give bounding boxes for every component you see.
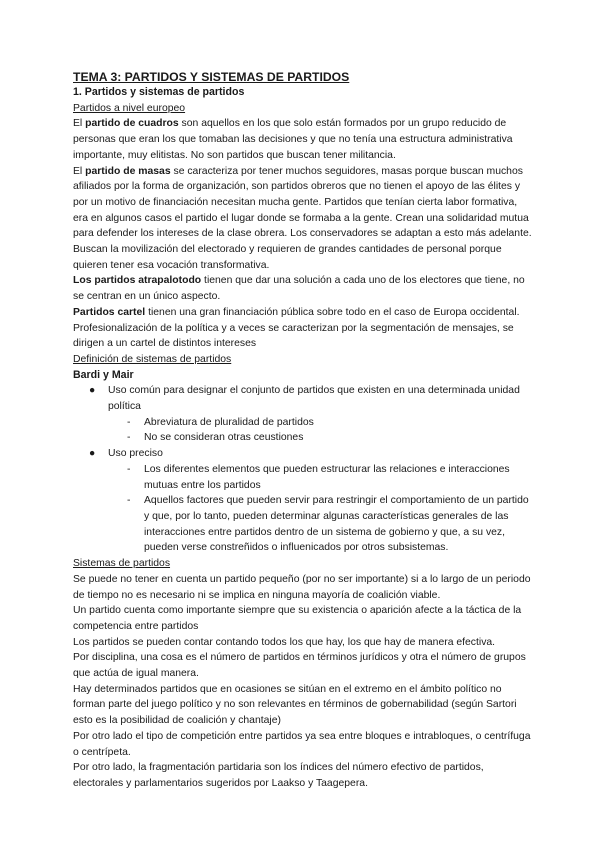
list-item: ● Uso preciso — [73, 446, 533, 462]
dash-icon: - — [127, 416, 131, 428]
paragraph-partido-masas: El partido de masas se caracteriza por tener muchos seguidores, masas porque buscan muchos afiliados por la forma de organización, son partidos obreros que no tienen el apoyo de las élites y por un motivo de financiación necesitan mucha gente. Partidos que tenían cierta labor formativa, era en algunos casos el partido el lugar donde se formaba a la gente. Crean una solidaridad mutua para defender los intereses de la clase obrera. Los conservadores se adaptan a esto más adelante. Buscan la movilización del electorado y requieren de grandes cantidades de personal porque quieren tener esa vocación transformativa. — [73, 165, 532, 271]
paragraph: Se puede no tener en cuenta un partido pequeño (por no ser importante) si a lo largo de un periodo de tiempo no es necesario ni se implica en ninguna mayoría de coalición viable. — [73, 573, 531, 601]
dash-icon: - — [127, 463, 131, 475]
term-cartel: Partidos cartel — [73, 306, 146, 318]
bullet-icon: ● — [89, 448, 96, 460]
paragraph-cartel: Partidos cartel tienen una gran financiación pública sobre todo en el caso de Europa occidental. Profesionalización de la política y a veces se caracterizan por la segmentación de mensajes, se dirigen a un cartel de distintos intereses — [73, 306, 520, 350]
term-partido-masas: partido de masas — [85, 165, 171, 177]
section-heading: 1. Partidos y sistemas de partidos — [73, 86, 245, 98]
paragraph-partido-cuadros: El partido de cuadros son aquellos en los que solo están formados por un grupo reducido de personas que eran los que tomaban las decisiones y que no tenía una estructura administrativa importante, muy elitistas. No son partidos que buscan tener militancia. — [73, 118, 513, 161]
subheading-sistemas: Sistemas de partidos — [73, 558, 171, 570]
paragraph: Los partidos se pueden contar contando todos los que hay, los que hay de manera efectiva. — [73, 636, 496, 648]
term-atrapalotodo: Los partidos atrapalotodo — [73, 275, 202, 287]
term-partido-cuadros: partido de cuadros — [85, 118, 179, 130]
authors-heading: Bardi y Mair — [73, 368, 134, 381]
paragraph: Por otro lado, la fragmentación partidaria son los índices del número efectivo de partidos, electorales y parlamentarios sugeridos por Laakso y Taagepera. — [73, 762, 484, 789]
list-subitem: - Los diferentes elementos que pueden estructurar las relaciones e interacciones mutuas entre los partidos — [127, 463, 510, 491]
bullet-list — [73, 383, 533, 556]
dash-icon: - — [127, 432, 131, 444]
list-subitem: - Aquellos factores que pueden servir para restringir el comportamiento de un partido y que, por lo tanto, pueden determinar algunas características generales de las interacciones entre partidos dentro de un sistema de gobierno y que, a su vez, pueden verse constreñidos o influenicados por otros subsistemas. — [127, 495, 529, 554]
paragraph: Por otro lado el tipo de competición entre partidos ya sea entre bloques e intrabloques, o centrífuga o centrípeta. — [73, 730, 531, 758]
subheading-definicion: Definición de sistemas de partidos — [73, 353, 232, 365]
document-title: TEMA 3: PARTIDOS Y SISTEMAS DE PARTIDOS — [73, 70, 350, 84]
document-page — [73, 70, 533, 792]
list-subitem: - No se consideran otras ceustiones — [73, 430, 533, 446]
bullet-icon: ● — [89, 385, 96, 397]
list-item: ● Uso común para designar el conjunto de partidos que existen en una determinada unidad política — [89, 385, 520, 413]
paragraph-atrapalotodo: Los partidos atrapalotodo tienen que dar una solución a cada uno de los electores que tiene, no se centran en un único aspecto. — [73, 275, 525, 303]
subheading-partidos-europeo: Partidos a nivel europeo — [73, 102, 186, 114]
paragraph: Por disciplina, una cosa es el número de partidos en términos jurídicos y otra el número de grupos que actúa de igual manera. — [73, 652, 526, 680]
paragraph: Hay determinados partidos que en ocasiones se sitúan en el extremo en el ámbito político no forman parte del juego político y no son relevantes en términos de gobernabilidad (según Sartori esto es la posibilidad de coalición y chantaje) — [73, 683, 517, 727]
dash-icon: - — [127, 495, 131, 507]
list-subitem: - Abreviatura de pluralidad de partidos — [73, 415, 533, 431]
paragraph: Un partido cuenta como importante siempre que su existencia o aparición afecte a la táctica de la competencia entre partidos — [73, 605, 522, 632]
